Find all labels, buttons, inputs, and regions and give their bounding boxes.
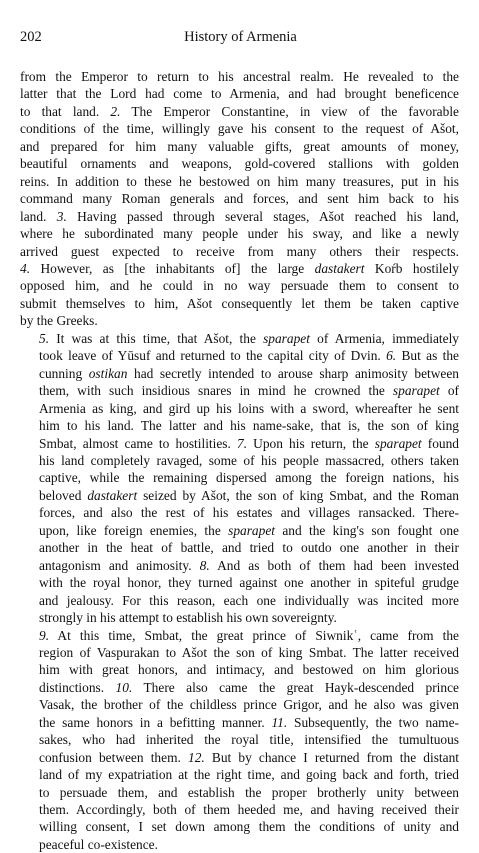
text-run: reins. In addition to these he bestowed on him many treasures, put in his — [20, 174, 459, 189]
text-run: land of my expatriation at the right time, and going back and forth, tried — [39, 767, 459, 782]
text-line — [20, 382, 459, 399]
text-run: Upon his return, the — [247, 436, 375, 451]
text-run: with the royal honor, they turned against one another in spiteful grudge — [39, 575, 459, 590]
text-run: There also came the great Hayk-descended prince — [132, 680, 459, 695]
text-run: upon, like foreign enemies, the — [39, 523, 228, 538]
italic-text: 12. — [188, 750, 205, 765]
text-line — [20, 68, 459, 85]
text-line — [20, 452, 459, 469]
text-run: It was at this time, that Ašot, the — [49, 331, 263, 346]
text-line — [20, 784, 459, 801]
text-run: found — [422, 436, 459, 451]
text-run: region of Vaspurakan to Ašot the son of king Smbat. The latter received — [39, 645, 459, 660]
text-line — [20, 85, 459, 102]
page-number: 202 — [20, 28, 42, 46]
text-run: And as both of them had been invested — [210, 558, 459, 573]
text-run: forces, and also the rest of his estates and villages ransacked. There- — [39, 505, 459, 520]
italic-text: 6. — [386, 348, 396, 363]
running-head: History of Armenia — [20, 28, 461, 46]
text-run: land. — [20, 209, 57, 224]
text-line — [20, 714, 459, 731]
text-run: and the king's son fought one — [275, 523, 459, 538]
text-line — [20, 295, 459, 312]
text-run: them. Accordingly, both of them heeded me, and having received their — [39, 802, 459, 817]
text-run: Vasak, the brother of the childless prince Grigor, and he also was given — [39, 697, 459, 712]
text-run: But as the — [396, 348, 459, 363]
text-run: Having passed through several stages, Ašot reached his land, — [67, 209, 459, 224]
text-line — [20, 679, 459, 696]
italic-text: 7. — [237, 436, 247, 451]
text-line — [20, 766, 459, 783]
body-text — [20, 68, 459, 853]
text-run: and prepared for him many valuable gifts, great amounts of money, — [20, 139, 459, 154]
text-run: peaceful co-existence. — [39, 837, 158, 852]
italic-text: ostikan — [89, 366, 128, 381]
italic-text: sparapet — [228, 523, 275, 538]
text-line — [20, 696, 459, 713]
text-run: of Armenia, immediately — [310, 331, 459, 346]
text-run: Koŕb hostilely — [364, 261, 459, 276]
text-line — [20, 208, 459, 225]
italic-text: sparapet — [263, 331, 310, 346]
italic-text: sparapet — [393, 383, 440, 398]
italic-text: 10. — [116, 680, 133, 695]
italic-text: 9. — [39, 628, 49, 643]
text-run: from the Emperor to return to his ancestral realm. He revealed to the — [20, 69, 459, 84]
text-run: his land completely ravaged, some of his people massacred, others taken — [39, 453, 459, 468]
text-run: Armenia as king, and gird up his loins with a sword, whereafter he sent — [39, 401, 459, 416]
text-run: the same honors in a befitting manner. — [39, 715, 271, 730]
text-run: him to his land. The latter and his name-sake, that is, the son of king — [39, 418, 459, 433]
text-line — [20, 836, 459, 853]
text-run: to persuade them, and establish the proper brotherly unity between — [39, 785, 459, 800]
text-line — [20, 103, 459, 120]
text-line — [20, 365, 459, 382]
text-line — [20, 801, 459, 818]
text-run: beloved — [39, 488, 87, 503]
text-run: Smbat, almost came to hostilities. — [39, 436, 237, 451]
text-line — [20, 522, 459, 539]
text-run: sakes, who had inherited the royal title, intensified the tumultuous — [39, 732, 459, 747]
text-line — [20, 557, 459, 574]
text-line — [20, 417, 459, 434]
text-run: seized by Ašot, the son of king Smbat, and the Roman — [137, 488, 459, 503]
paragraph — [20, 68, 459, 330]
text-run: submit themselves to him, Ašot consequently let them be taken captive — [20, 296, 459, 311]
text-run: where he subordinated many people under his sway, and like a newly — [20, 226, 459, 241]
text-line — [20, 818, 459, 835]
italic-text: 3. — [57, 209, 67, 224]
text-run: by the Greeks. — [20, 313, 98, 328]
text-run: conditions of the time, willingly gave his consent to the request of Ašot, — [20, 121, 459, 136]
text-line — [20, 347, 459, 364]
paragraph — [20, 330, 459, 627]
italic-text: sparapet — [375, 436, 422, 451]
text-run: him with great honors, and intimacy, and bestowed on him glorious — [39, 662, 459, 677]
text-run: them, with such insidious snares in mind he crowned the — [39, 383, 393, 398]
text-run: The Emperor Constantine, in view of the favorable — [120, 104, 459, 119]
text-run: cunning — [39, 366, 89, 381]
text-line — [20, 539, 459, 556]
italic-text: 4. — [20, 261, 30, 276]
text-run: antagonism and animosity. — [39, 558, 200, 573]
text-line — [20, 330, 459, 347]
text-line — [20, 138, 459, 155]
text-line — [20, 644, 459, 661]
italic-text: 2. — [110, 104, 120, 119]
italic-text: dastakert — [315, 261, 365, 276]
text-line — [20, 155, 459, 172]
paragraph — [20, 627, 459, 853]
text-run: of — [440, 383, 459, 398]
text-line — [20, 574, 459, 591]
text-line — [20, 487, 459, 504]
text-line — [20, 592, 459, 609]
text-run: willing consent, I set down among them the conditions of unity and — [39, 819, 459, 834]
text-line — [20, 627, 459, 644]
text-line — [20, 190, 459, 207]
text-run: But by chance I returned from the distant — [205, 750, 459, 765]
italic-text: 5. — [39, 331, 49, 346]
text-line — [20, 731, 459, 748]
text-line — [20, 277, 459, 294]
text-line — [20, 504, 459, 521]
text-line — [20, 173, 459, 190]
text-run: took leave of Yūsuf and returned to the capital city of Dvin. — [39, 348, 386, 363]
text-line — [20, 225, 459, 242]
text-run: captive, while the remaining dispersed among the foreign nations, his — [39, 470, 459, 485]
italic-text: 8. — [200, 558, 210, 573]
text-run: to that land. — [20, 104, 110, 119]
text-run: confusion between them. — [39, 750, 188, 765]
text-run: distinctions. — [39, 680, 116, 695]
italic-text: dastakert — [87, 488, 137, 503]
text-run: strongly in his attempt to establish his own sovereignty. — [39, 610, 337, 625]
text-line — [20, 749, 459, 766]
text-run: arrived guest expected to receive from many others their respects. — [20, 244, 459, 259]
text-line — [20, 609, 459, 626]
text-line — [20, 469, 459, 486]
page-header — [20, 28, 461, 46]
text-line — [20, 400, 459, 417]
text-run: At this time, Smbat, the great prince of Siwnikʿ, came from the — [49, 628, 459, 643]
italic-text: 11. — [271, 715, 287, 730]
text-run: command many Roman generals and forces, and sent him back to his — [20, 191, 459, 206]
text-run: latter that the Lord had come to Armenia, and had brought beneficence — [20, 86, 459, 101]
text-run: Subsequently, the two name- — [287, 715, 459, 730]
text-line — [20, 435, 459, 452]
text-run: opposed him, and he could in no way persuade them to consent to — [20, 278, 459, 293]
text-line — [20, 312, 459, 329]
text-run: another in the heat of battle, and tried to outdo one another in their — [39, 540, 459, 555]
text-line — [20, 661, 459, 678]
text-run: had secretly intended to arouse sharp animosity between — [127, 366, 459, 381]
text-line — [20, 243, 459, 260]
text-line — [20, 120, 459, 137]
text-run: beautiful ornaments and weapons, gold-covered stallions with golden — [20, 156, 459, 171]
text-line — [20, 260, 459, 277]
text-run: However, as [the inhabitants of] the large — [30, 261, 315, 276]
text-run: and jealousy. For this reason, each one individually was incited more — [39, 593, 459, 608]
